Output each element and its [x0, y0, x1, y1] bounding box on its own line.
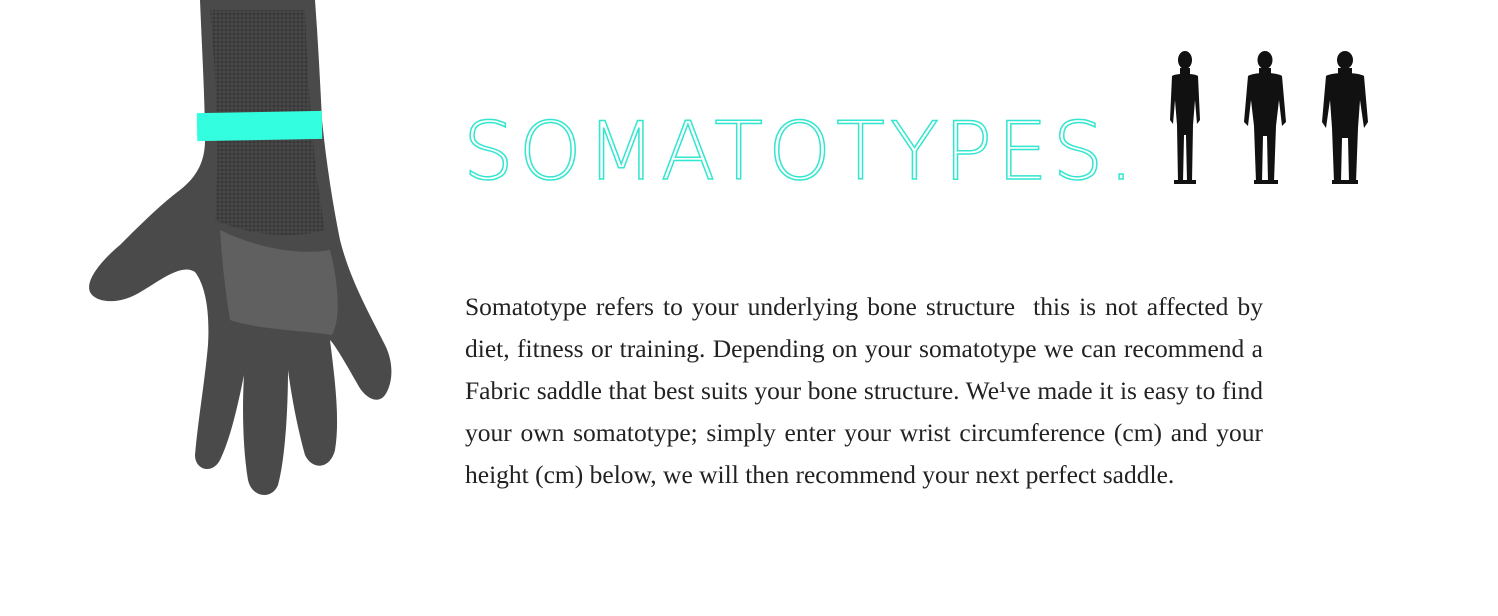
somatotype-figures — [1160, 50, 1375, 190]
page-title: SOMATOTYPES. — [463, 105, 1139, 198]
ectomorph-figure-icon — [1170, 51, 1200, 184]
hand-with-wristband-icon — [40, 0, 420, 520]
wristband — [197, 111, 322, 141]
mesomorph-figure-icon — [1244, 51, 1286, 184]
intro-paragraph: Somatotype refers to your underlying bone structure this is not affected by diet, fitness or training. Depending on your somatotype we can recommend a Fabric saddle that best suits your bone structure. We¹ve made it is easy to find your own somatotype; simply enter your wrist circumference (cm) and your height (cm) below, we will then recommend your next perfect saddle. — [465, 292, 1270, 489]
hand-shape — [89, 0, 391, 495]
endomorph-figure-icon — [1322, 51, 1368, 184]
